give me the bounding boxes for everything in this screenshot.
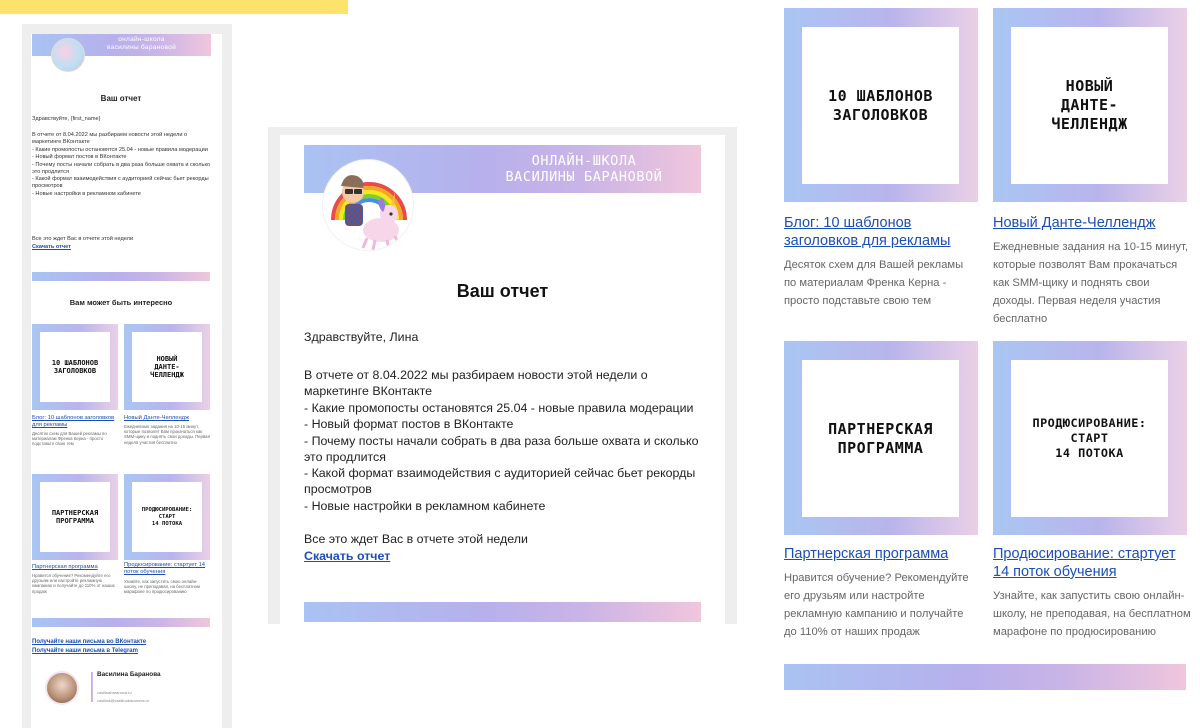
card-image-line: ДАНТЕ- [1060,96,1119,114]
mini-card-image [40,482,110,552]
mini-card-image-line: ПРОДЮСИРОВАНИЕ: [141,506,193,513]
mini-card-title[interactable]: Новый Данте-Челлендж [124,415,189,421]
email-intro: В отчете от 8.04.2022 мы разбираем новости этой недели о маркетинге ВКонтакте [304,368,648,399]
download-report-link[interactable]: Скачать отчет [304,549,391,563]
mini-card-image-line: ПРОГРАММА [56,517,94,525]
email-separator [304,602,701,622]
card-image-line: ПРОГРАММА [837,438,924,457]
mini-card-desc: Узнайте, как запустить свою онлайн-школу, не преподавая, на бесплатном марафоне по продюсированию [124,579,200,595]
mini-banner-line2: василины барановой [106,44,177,51]
mini-card-title[interactable]: Блог: 10 шаблонов заголовков для рекламы [32,415,115,428]
card-title-templates[interactable]: Блог: 10 шаблонов заголовков для рекламы [784,215,951,249]
mini-interest-title: Вам может быть интересно [69,298,173,307]
mini-card-image-line: ЧЕЛЛЕНДЖ [150,371,184,379]
cards-separator [784,664,1186,690]
card-desc-dante: Ежедневные задания на 10-15 минут, которые позволят Вам прокачаться как SMM-щику и поднять свои доходы. Первая неделя участия бесплатно [993,241,1188,325]
card-image-line: ПАРТНЕРСКАЯ [828,419,933,438]
mini-bullet: - Новый формат постов в ВКонтакте [32,154,127,161]
mini-closing: Все это ждет Вас в отчете этой недели [32,236,134,242]
bullet-item: - Какой формат взаимодействия с аудиторией сейчас бьет рекорды просмотров [304,466,696,497]
mini-card-desc: Нравится обучение? Рекомендуйте его друзьям или настройте рекламную кампанию и получайте до 110% от наших продаж [32,573,115,594]
mini-title: Ваш отчет [100,94,142,103]
mini-greeting: Здравствуйте, {first_name} [32,116,101,122]
card-image-line: СТАРТ [1070,431,1109,445]
card-desc-production: Узнайте, как запустить свою онлайн-школу, не преподавая, на бесплатном марафоне по продюсированию [993,590,1191,638]
card-title-production[interactable]: Продюсирование: стартует 14 поток обучения [993,546,1176,580]
mini-download-wrap [32,244,212,251]
signature-line: vasilinabaranova.ru [97,690,132,695]
mini-card-title[interactable]: Продюсирование: стартует 14 поток обучения [124,562,206,575]
mini-card-image-line: СТАРТ [158,513,176,520]
card-production[interactable] [993,341,1187,535]
bullet-item: - Какие промопосты остановятся 25.04 - новые правила модерации [304,401,694,415]
signature-accent-bar [91,672,93,702]
bullet-item: - Новые настройки в рекламном кабинете [304,498,546,513]
banner-line1: ОНЛАЙН-ШКОЛА [531,153,637,169]
main-email-preview [268,127,737,624]
vk-link[interactable]: Получайте наши письма во ВКонтакте [32,639,147,645]
telegram-link[interactable]: Получайте наши письма в Telegram [32,648,138,654]
mascot-unicorn-logo-icon [322,159,414,251]
email-bullets [304,400,709,514]
mini-card-templates[interactable] [32,324,118,410]
card-dante[interactable] [993,8,1187,202]
card-image-line: 10 ШАБЛОНОВ [828,86,933,105]
mini-card-desc: Ежедневные задания на 10-15 минут, которые позволят Вам прокачаться как SMM-щику и поднять свои доходы. Первая неделя участия бесплатно [124,424,210,445]
mini-card-image-line: ЗАГОЛОВКОВ [53,367,97,375]
mini-card-title[interactable]: Партнерская программа [32,564,98,570]
card-image [802,27,959,184]
mini-card-dante[interactable] [124,324,210,410]
card-desc-partner: Нравится обучение? Рекомендуйте его друзьям или настройте рекламную кампанию и получайте до 110% от наших продаж [784,572,969,638]
mini-email-preview [22,24,232,728]
mini-bullet: - Почему посты начали собрать в два раза больше охвата и сколько это продлится [32,161,211,175]
mini-logo-icon [51,38,85,72]
mini-card-partner[interactable] [32,474,118,560]
mini-separator-bottom [32,618,210,627]
mini-bullet: - Какой формат взаимодействия с аудиторией сейчас бьет рекорды просмотров [32,176,209,190]
mini-card-desc: Десяток схем для Вашей рекламы по материалам Френка Керна - просто подставьте свою тем [32,431,107,447]
card-image [802,360,959,517]
author-avatar-icon [45,671,79,705]
card-image-line: ПРОДЮСИРОВАНИЕ: [1032,416,1147,430]
mini-download-link[interactable]: Скачать отчет [32,244,71,250]
mini-card-image [40,332,110,402]
mini-intro: В отчете от 8.04.2022 мы разбираем новости этой недели о маркетинге ВКонтакте [32,132,188,146]
card-partner[interactable] [784,341,978,535]
mini-bullet: - Новые настройки в рекламном кабинете [32,190,141,197]
mini-card-image-line: ДАНТЕ- [154,363,180,371]
card-image-line: ЧЕЛЛЕНДЖ [1051,115,1128,133]
signature-line: vasilina@vasilinabaranova.ru [97,698,150,703]
email-closing: Все это ждет Вас в отчете этой недели [304,532,528,546]
card-title-partner[interactable]: Партнерская программа [784,546,949,562]
mini-card-image-line: НОВЫЙ [156,355,178,363]
email-greeting: Здравствуйте, Лина [304,330,419,344]
mini-banner-line1: онлайн-школа [118,36,165,43]
card-image-line: 14 ПОТОКА [1055,446,1124,460]
card-image [1011,27,1168,184]
yellow-accent-strip [0,0,348,14]
banner-text [484,153,684,185]
bullet-item: - Новый формат постов в ВКонтакте [304,417,514,432]
mini-card-production[interactable] [124,474,210,560]
mini-card-image-line: 14 ПОТОКА [151,520,183,527]
card-image-line: НОВЫЙ [1065,77,1114,95]
card-image-line: ЗАГОЛОВКОВ [832,105,929,124]
card-templates[interactable] [784,8,978,202]
mini-card-image [132,332,202,402]
download-wrap [304,548,709,564]
mini-card-image-line: ПАРТНЕРСКАЯ [51,509,99,517]
card-image [1011,360,1168,517]
main-email-body [280,135,725,624]
mini-separator-top [32,272,210,281]
card-desc-templates: Десяток схем для Вашей рекламы по материалам Френка Керна - просто подставьте свою тем [784,259,964,307]
signature-name: Василина Баранова [97,671,161,678]
logo-illustration [323,160,414,251]
banner-line2: ВАСИЛИНЫ БАРАНОВОЙ [505,169,663,185]
card-title-dante[interactable]: Новый Данте-Челлендж [993,215,1156,231]
bullet-item: - Почему посты начали собрать в два раза больше охвата и сколько это продлится [304,433,699,464]
mini-card-image [132,482,202,552]
mini-email-body [31,34,222,728]
mini-card-image-line: 10 ШАБЛОНОВ [51,359,99,367]
mini-bullet: - Какие промопосты остановятся 25.04 - новые правила модерации [32,147,208,153]
email-heading: Ваш отчет [456,281,549,301]
mini-bullets [32,147,212,198]
mini-social-links [32,638,146,656]
